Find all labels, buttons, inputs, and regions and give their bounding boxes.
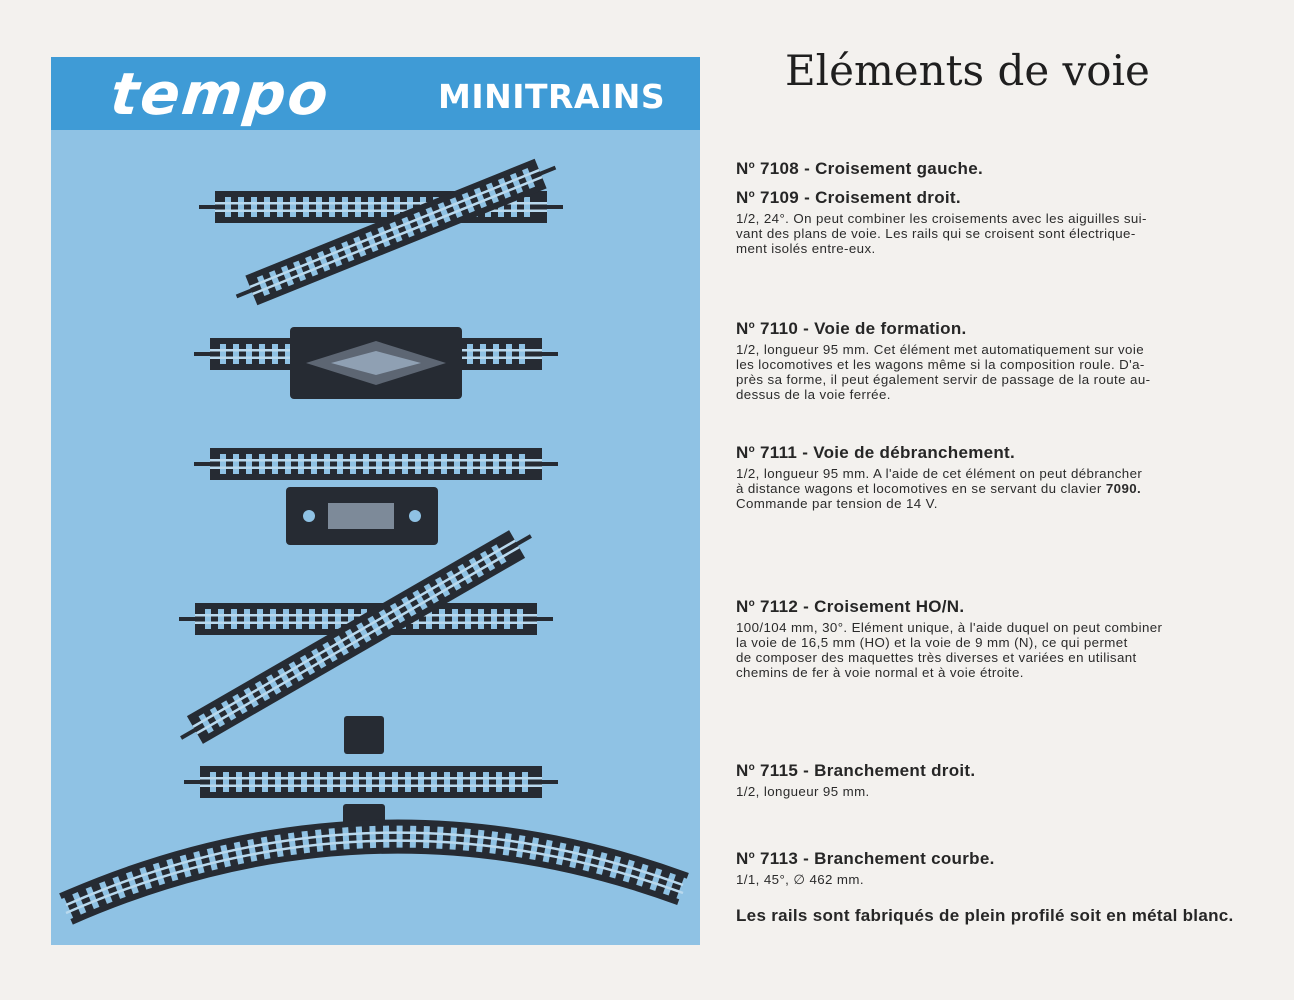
entry-7111 — [736, 437, 1239, 511]
entry-heading-7112: $N^o$ 7112 - Croisement HO/N. — [736, 597, 965, 616]
formation-ramp-block — [290, 327, 462, 399]
entry-7108-7109 — [736, 153, 1239, 256]
uncoupling-track — [194, 448, 558, 480]
entry-7115 — [736, 755, 1239, 799]
curved-turnout-track — [59, 826, 690, 921]
entry-7110 — [736, 313, 1239, 402]
crossing-track-diagonal — [231, 153, 562, 312]
entry-heading-7108: $N^o$ 7108 - Croisement gauche. — [736, 159, 983, 178]
entry-7112 — [736, 591, 1239, 680]
entry-description: 1/2, longueur 95 mm. — [736, 784, 870, 799]
entry-description: 1/2, 24°. On peut combiner les croisements avec les aiguilles sui- vant des plans de voie. Les rails qui se croisent sont électrique- ment isolés entre-eux. — [736, 211, 1147, 256]
entry-description: 1/2, longueur 95 mm. A l'aide de cet élément on peut débrancher à distance wagons et locomotives en se servant du clavier 7090. Commande par tension de 14 V. — [736, 466, 1143, 511]
entry-description: 1/1, 45°, ∅ 462 mm. — [736, 872, 864, 887]
entry-description: 1/2, longueur 95 mm. Cet élément met automatiquement sur voie les locomotives et les wagons même si la composition roule. D'a- près sa forme, il peut également servir de passage de la route au- dessus de la voie ferrée. — [736, 342, 1151, 402]
page-title: Eléments de voie — [785, 46, 1150, 95]
track-illustrations — [51, 57, 700, 945]
brand-logo-tempo: tempo — [107, 60, 334, 128]
entry-heading-7115: $N^o$ 7115 - Branchement droit. — [736, 761, 976, 780]
entry-heading-7109: $N^o$ 7109 - Croisement droit. — [736, 188, 961, 207]
entry-description: 100/104 mm, 30°. Elément unique, à l'aide duquel on peut combiner la voie de 16,5 mm (HO) et la voie de 9 mm (N), ce qui permet de composer des maquettes très diverses et variées en utilisant chemins de fer à voie normal et à voie étroite. — [736, 620, 1163, 680]
brand-logo-minitrains: MINITRAINS — [438, 77, 666, 116]
entry-heading-7113: $N^o$ 7113 - Branchement courbe. — [736, 849, 995, 868]
keypad-reference: 7090. — [1105, 481, 1142, 496]
straight-turnout-track — [184, 766, 558, 798]
entry-heading-7111: $N^o$ 7111 - Voie de débranchement. — [736, 443, 1016, 462]
entry-heading-7110: $N^o$ 7110 - Voie de formation. — [736, 319, 967, 338]
catalog-image-panel — [51, 57, 700, 945]
turnout-motor-block — [344, 716, 384, 754]
uncoupling-control-box — [286, 487, 438, 545]
footer-note: Les rails sont fabriqués de plein profilé soit en métal blanc. — [736, 906, 1234, 925]
entry-7113 — [736, 843, 1239, 887]
